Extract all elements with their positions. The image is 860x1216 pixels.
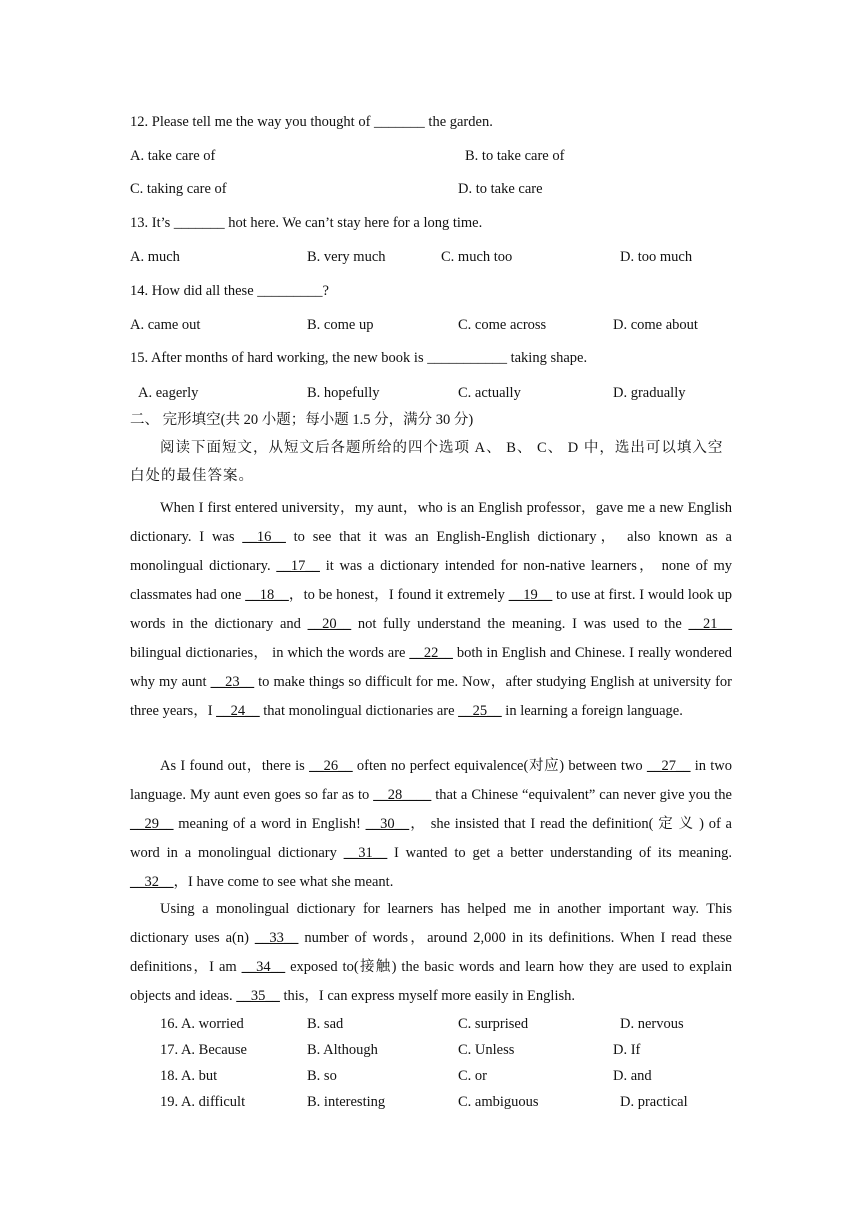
cloze-19-option-b: B. interesting [307, 1094, 386, 1110]
cloze-16-option-b: B. sad [307, 1016, 344, 1032]
blank-32: __32__ [130, 874, 174, 890]
blank-23: __23__ [210, 674, 255, 690]
cloze-19-option-d: D. practical [620, 1094, 688, 1110]
cloze-19-option-c: C. ambiguous [458, 1094, 539, 1110]
blank-31: __31__ [343, 845, 388, 861]
question-14-stem: 14. How did all these _________? [130, 283, 329, 299]
cloze-18-option-a: 18. A. but [160, 1068, 218, 1084]
question-12-stem: 12. Please tell me the way you thought of _______ the garden. [130, 114, 493, 130]
blank-16: __16__ [242, 529, 286, 545]
cloze-16-option-a: 16. A. worried [160, 1016, 244, 1032]
question-13-stem: 13. It’s _______ hot here. We can’t stay here for a long time. [130, 215, 483, 231]
cloze-18-option-b: B. so [307, 1068, 337, 1084]
question-15-option-c: C. actually [458, 385, 521, 401]
blank-20: __20__ [307, 616, 352, 632]
question-15-option-a: A. eagerly [138, 385, 199, 401]
question-13-option-c: C. much too [441, 249, 513, 265]
blank-18: __18__ [245, 587, 289, 603]
blank-22: __22__ [409, 645, 453, 661]
question-15-stem: 15. After months of hard working, the new book is ___________ taking shape. [130, 350, 588, 366]
blank-27: __27__ [646, 758, 691, 774]
blank-19: __19__ [508, 587, 553, 603]
question-13-option-a: A. much [130, 249, 180, 265]
question-15-option-b: B. hopefully [307, 385, 380, 401]
passage-paragraph-2: As I found out，there is __26__ often no perfect equivalence(对应) between two __27__ in two language. My aunt even goes so far as to __28____ that a Chinese “equivalent” can never give you the __29__ meaning of a word in English! __30__， she insisted that I read the definition( 定 义 ) of a word in a monolingual dictionary __31__ I wanted to get a better understanding of its meaning. __32__，I have come to see what she meant. [130, 758, 733, 890]
blank-35: __35__ [236, 988, 280, 1004]
blank-25: __25__ [458, 703, 502, 719]
question-12-option-c: C. taking care of [130, 181, 227, 197]
section-2-instruction: 阅读下面短文，从短文后各题所给的四个选项 A、 B、 C、 D 中，选出可以填入空白处的最佳答案。 [130, 440, 724, 484]
question-14-option-a: A. came out [130, 317, 201, 333]
cloze-17-option-b: B. Although [307, 1042, 378, 1058]
blank-29: __29__ [130, 816, 174, 832]
question-12-option-b: B. to take care of [465, 148, 565, 164]
question-14-option-c: C. come across [458, 317, 547, 333]
question-13-option-b: B. very much [307, 249, 386, 265]
blank-21: __21__ [688, 616, 732, 632]
blank-30: __30__ [365, 816, 410, 832]
question-12-option-a: A. take care of [130, 148, 216, 164]
section-2-heading: 二、 完形填空(共 20 小题；每小题 1.5 分，满分 30 分) [130, 412, 474, 428]
blank-28: __28____ [373, 787, 432, 803]
question-13-option-d: D. too much [620, 249, 693, 265]
cloze-16-option-d: D. nervous [620, 1016, 684, 1032]
passage-paragraph-1: When I first entered university，my aunt，who is an English professor，gave me a new English dictionary. I was __16__ to see that it was an English-English dictionary， also known as a monolingual dictionary. __17__ it was a dictionary intended for non-native learners， none of my classmates had one __18__，to be honest，I found it extremely __19__ to use at first. I would look up words in the dictionary and __20__ not fully understand the meaning. I was used to the __21__ bilingual dictionaries， in which the words are __22__ both in English and Chinese. I really wondered why my aunt __23__ to make things so difficult for me. Now，after studying English at university for three years，I __24__ that monolingual dictionaries are __25__ in learning a foreign language. [130, 500, 733, 719]
cloze-18-option-c: C. or [458, 1068, 487, 1084]
blank-24: __24__ [216, 703, 260, 719]
question-14-option-d: D. come about [613, 317, 698, 333]
cloze-19-option-a: 19. A. difficult [160, 1094, 246, 1110]
question-12-option-d: D. to take care [458, 181, 543, 197]
blank-34: __34__ [241, 959, 286, 975]
blank-33: __33__ [254, 930, 299, 946]
question-14-option-b: B. come up [307, 317, 374, 333]
cloze-16-option-c: C. surprised [458, 1016, 529, 1032]
cloze-17-option-a: 17. A. Because [160, 1042, 247, 1058]
cloze-18-option-d: D. and [613, 1068, 652, 1084]
passage-paragraph-3: Using a monolingual dictionary for learners has helped me in another important way. This dictionary uses a(n) __33__ number of words，around 2,000 in its definitions. When I read these definitions，I am __34__ exposed to(接触) the basic words and learn how they are used to explain objects and ideas. __35__ this，I can express myself more easily in English. [130, 901, 732, 1004]
cloze-17-option-c: C. Unless [458, 1042, 515, 1058]
blank-26: __26__ [309, 758, 353, 774]
blank-17: __17__ [276, 558, 320, 574]
question-15-option-d: D. gradually [613, 385, 686, 401]
cloze-17-option-d: D. If [613, 1042, 641, 1058]
